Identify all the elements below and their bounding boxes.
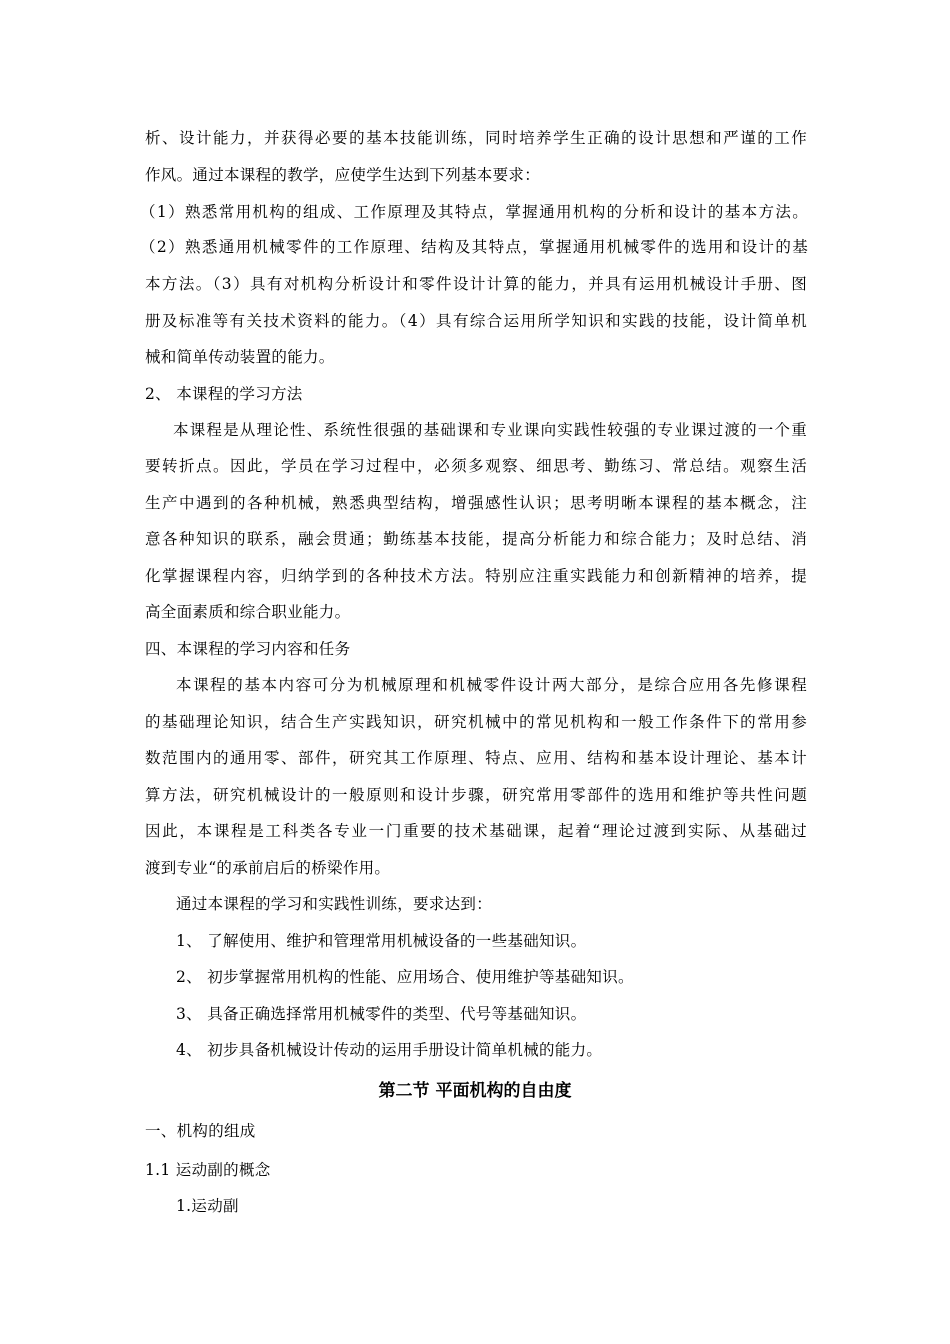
paragraph-line: 意各种知识的联系，融会贯通；勤练基本技能，提高分析能力和综合能力；及时总结、消 [145,530,807,548]
subsection-heading: 1.运动副 [176,1197,239,1215]
requirement-line: 册及标准等有关技术资料的能力。（4）具有综合运用所学知识和实践的技能，设计简单机 [145,312,807,330]
paragraph-line: 数范围内的通用零、部件，研究其工作原理、特点、应用、结构和基本设计理论、基本计 [145,749,807,767]
paragraph-line: 本课程的基本内容可分为机械原理和机械零件设计两大部分，是综合应用各先修课程 [176,676,807,694]
list-item: 3、 具备正确选择常用机械零件的类型、代号等基础知识。 [176,1005,587,1023]
requirement-line: 本方法。（3）具有对机构分析设计和零件设计计算的能力，并具有运用机械设计手册、图 [145,275,807,293]
requirement-line: （1）熟悉常用机构的组成、工作原理及其特点，掌握通用机构的分析和设计的基本方法。 [140,203,808,221]
paragraph-line: 生产中遇到的各种机械，熟悉典型结构，增强感性认识；思考明晰本课程的基本概念，注 [145,494,807,512]
section-heading: 2、 本课程的学习方法 [145,385,303,403]
paragraph-line: 本课程是从理论性、系统性很强的基础课和专业课向实践性较强的专业课过渡的一个重 [173,421,807,439]
subsection-heading: 一、机构的组成 [145,1122,256,1140]
list-item: 4、 初步具备机械设计传动的运用手册设计简单机械的能力。 [176,1041,603,1059]
requirement-line: 械和简单传动装置的能力。 [145,348,335,366]
paragraph-line: 渡到专业“的承前启后的桥梁作用。 [145,859,391,877]
paragraph-line: 的基础理论知识，结合生产实践知识，研究机械中的常见机构和一般工作条件下的常用参 [145,713,807,731]
section-heading: 四、本课程的学习内容和任务 [145,640,351,658]
list-item: 2、 初步掌握常用机构的性能、应用场合、使用维护等基础知识。 [176,968,634,986]
requirement-line: （2）熟悉通用机械零件的工作原理、结构及其特点，掌握通用机械零件的选用和设计的基 [140,238,808,256]
section-title: 第二节 平面机构的自由度 [378,1081,572,1101]
subsection-heading: 1.1 运动副的概念 [145,1161,271,1179]
paragraph-line: 析、设计能力，并获得必要的基本技能训练，同时培养学生正确的设计思想和严谨的工作 [145,129,807,147]
paragraph-line: 要转折点。因此，学员在学习过程中，必须多观察、细思考、勤练习、常总结。观察生活 [145,457,807,475]
paragraph-line: 通过本课程的学习和实践性训练，要求达到： [176,895,493,913]
paragraph-line: 化掌握课程内容，归纳学到的各种技术方法。特别应注重实践能力和创新精神的培养，提 [145,567,807,585]
paragraph-line: 高全面素质和综合职业能力。 [145,603,351,621]
list-item: 1、 了解使用、维护和管理常用机械设备的一些基础知识。 [176,932,587,950]
paragraph-line: 作风。通过本课程的教学，应使学生达到下列基本要求： [145,166,541,184]
paragraph-line: 算方法，研究机械设计的一般原则和设计步骤，研究常用零部件的选用和维护等共性问题 [145,786,807,804]
paragraph-line: 因此，本课程是工科类各专业一门重要的技术基础课，起着“理论过渡到实际、从基础过 [145,822,807,840]
